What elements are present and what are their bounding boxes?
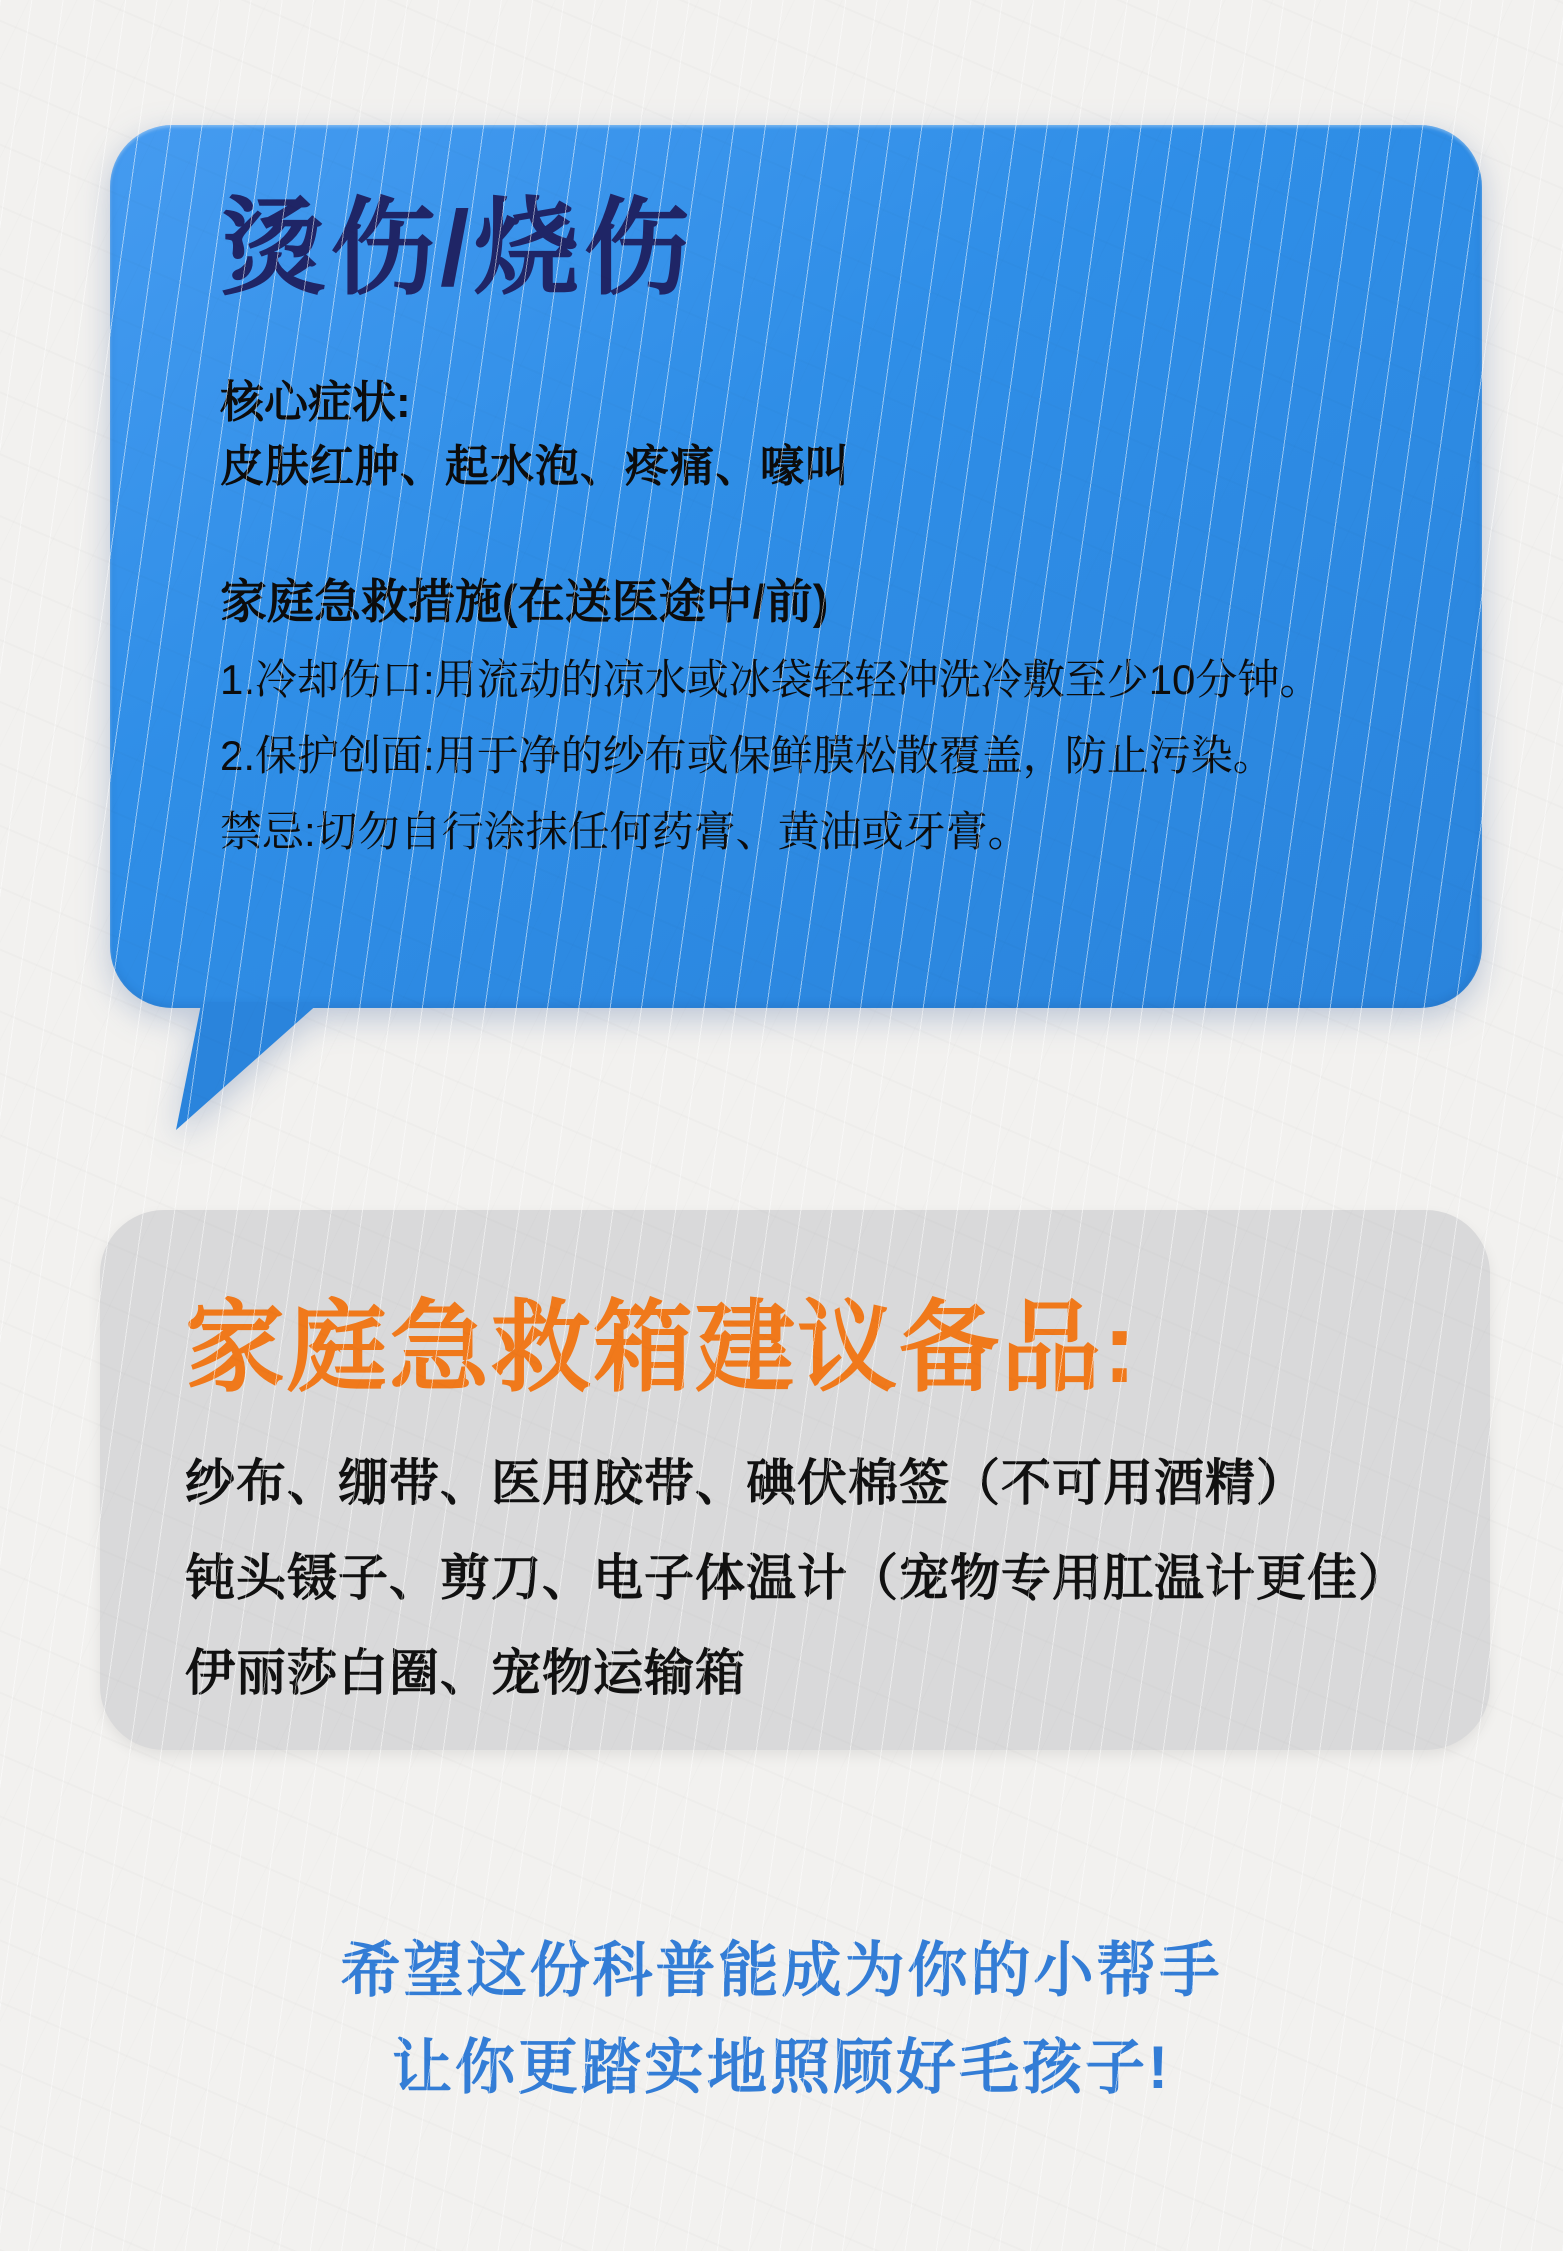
first-aid-kit-card xyxy=(100,1210,1490,1750)
first-aid-step-2: 2.保护创面:用于净的纱布或保鲜膜松散覆盖，防止污染。 xyxy=(220,732,1275,779)
burn-card-title: 烫伤/烧伤 xyxy=(220,190,694,308)
kit-item-list xyxy=(185,1436,1440,1721)
first-aid-heading: 家庭急救措施(在送医途中/前) xyxy=(220,575,829,628)
speech-bubble-tail xyxy=(170,1002,320,1130)
burn-card-content xyxy=(110,125,1482,1008)
first-aid-taboo: 禁忌:切勿自行涂抹任何药膏、黄油或牙膏。 xyxy=(220,808,1030,855)
kit-item-1: 纱布、绷带、医用胶带、碘伏棉签（不可用酒精） xyxy=(185,1455,1307,1511)
first-aid-step-1: 1.冷却伤口:用流动的凉水或冰袋轻轻冲洗冷敷至少10分钟。 xyxy=(220,656,1322,703)
symptoms-text: 皮肤红肿、起水泡、疼痛、嚎叫 xyxy=(220,442,850,491)
kit-item-2: 钝头镊子、剪刀、电子体温计（宠物专用肛温计更佳） xyxy=(185,1550,1409,1606)
symptoms-label: 核心症状: xyxy=(220,378,411,427)
footer-slogan xyxy=(0,1922,1563,2116)
footer-slogan-line-2: 让你更踏实地照顾好毛孩子! xyxy=(392,2034,1171,2101)
kit-item-3: 伊丽莎白圈、宠物运输箱 xyxy=(185,1645,746,1701)
footer-slogan-line-1: 希望这份科普能成为你的小帮手 xyxy=(340,1937,1223,2004)
kit-card-title: 家庭急救箱建议备品: xyxy=(185,1292,1139,1404)
